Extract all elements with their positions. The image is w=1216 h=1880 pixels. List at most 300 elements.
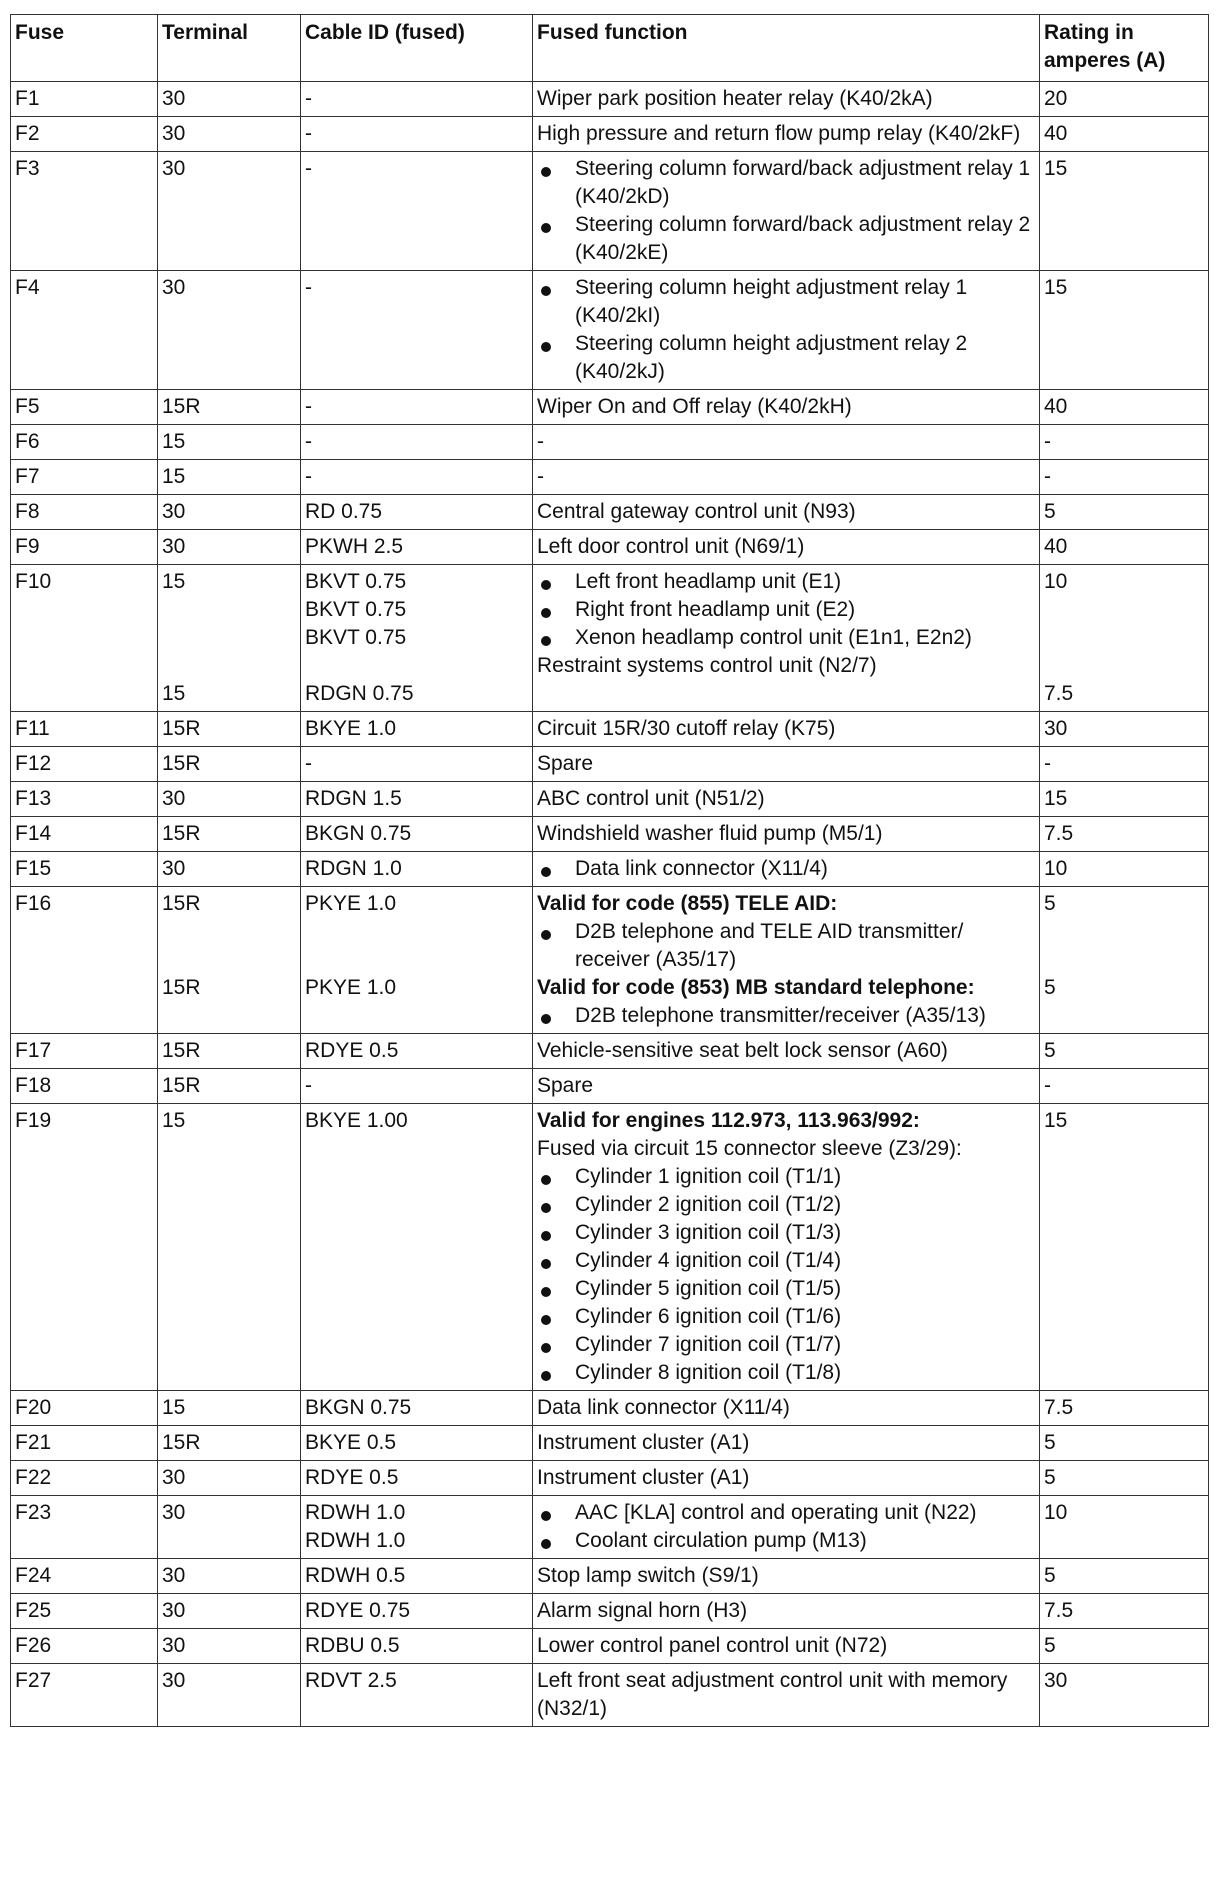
cable-value: PKYE 1.0	[305, 976, 397, 999]
cell-rating	[1040, 817, 1209, 852]
table-row	[11, 887, 1209, 1034]
terminal-value: 15R	[162, 717, 201, 740]
cell-fused-function	[533, 1594, 1040, 1629]
function-text: Central gateway control unit (N93)	[537, 500, 856, 523]
cell-terminal	[158, 1629, 301, 1664]
cell-terminal	[158, 152, 301, 271]
cable-value: -	[305, 465, 312, 488]
cell-terminal	[158, 1391, 301, 1426]
cell-cable-id	[301, 117, 533, 152]
function-bullet-item: Cylinder 7 ignition coil (T1/7)	[537, 1331, 1035, 1359]
cell-fused-function	[533, 1069, 1040, 1104]
terminal-value: 30	[162, 787, 186, 810]
rating-value: 5	[1044, 1431, 1056, 1454]
function-bullet-item: Cylinder 8 ignition coil (T1/8)	[537, 1359, 1035, 1387]
cell-rating	[1040, 1594, 1209, 1629]
cell-rating	[1040, 390, 1209, 425]
cell-rating	[1040, 1559, 1209, 1594]
cell-fused-function	[533, 747, 1040, 782]
cell-fuse	[11, 117, 158, 152]
function-bullet-item: Cylinder 4 ignition coil (T1/4)	[537, 1247, 1035, 1275]
cell-rating	[1040, 152, 1209, 271]
rating-value: 5	[1044, 1634, 1056, 1657]
rating-value: 7.5	[1044, 1396, 1074, 1419]
cable-value: -	[305, 157, 312, 180]
rating-value: 5	[1044, 892, 1056, 915]
fuse-id: F11	[15, 717, 50, 740]
table-row	[11, 1034, 1209, 1069]
cable-value: RDGN 1.0	[305, 857, 402, 880]
cell-fused-function	[533, 152, 1040, 271]
cell-terminal	[158, 1426, 301, 1461]
cell-fuse	[11, 1559, 158, 1594]
fuse-id: F25	[15, 1599, 52, 1622]
cell-fused-function	[533, 1426, 1040, 1461]
function-text: Vehicle-sensitive seat belt lock sensor (A60)	[537, 1039, 948, 1062]
function-text: -	[537, 465, 544, 488]
cell-fuse	[11, 1461, 158, 1496]
fuse-id: F21	[15, 1431, 52, 1454]
cable-value: RDBU 0.5	[305, 1634, 400, 1657]
terminal-value: 15R	[162, 1039, 201, 1062]
cell-cable-id	[301, 1496, 533, 1559]
cell-cable-id	[301, 887, 533, 1034]
cell-cable-id	[301, 712, 533, 747]
cell-cable-id	[301, 1559, 533, 1594]
cell-fuse	[11, 390, 158, 425]
fuse-id: F3	[15, 157, 40, 180]
header-rating: Rating in amperes (A)	[1040, 15, 1209, 82]
fuse-table	[10, 14, 1209, 1727]
function-heading: Valid for code (855) TELE AID:	[537, 892, 838, 915]
table-row	[11, 1391, 1209, 1426]
cell-fuse	[11, 817, 158, 852]
cell-terminal	[158, 1664, 301, 1727]
cell-cable-id	[301, 530, 533, 565]
cell-terminal	[158, 1559, 301, 1594]
function-text: Instrument cluster (A1)	[537, 1466, 750, 1489]
header-row	[11, 15, 1209, 82]
cable-value: PKWH 2.5	[305, 535, 404, 558]
function-text: Data link connector (X11/4)	[537, 1396, 790, 1419]
cell-cable-id	[301, 495, 533, 530]
function-text: Left front seat adjustment control unit with memory (N32/1)	[537, 1669, 1008, 1720]
cell-fused-function	[533, 1391, 1040, 1426]
fuse-id: F22	[15, 1466, 52, 1489]
cell-rating	[1040, 1496, 1209, 1559]
function-text: Wiper On and Off relay (K40/2kH)	[537, 395, 852, 418]
terminal-value: 15R	[162, 976, 201, 999]
function-text: ABC control unit (N51/2)	[537, 787, 765, 810]
cell-fuse	[11, 1034, 158, 1069]
cell-fused-function	[533, 425, 1040, 460]
rating-value: 30	[1044, 1669, 1068, 1692]
function-heading: Valid for engines 112.973, 113.963/992:	[537, 1109, 920, 1132]
cell-fuse	[11, 152, 158, 271]
cell-rating	[1040, 82, 1209, 117]
fuse-id: F2	[15, 122, 40, 145]
cell-terminal	[158, 530, 301, 565]
cell-fused-function	[533, 852, 1040, 887]
function-text: Spare	[537, 1074, 594, 1097]
function-bullet-item: Cylinder 3 ignition coil (T1/3)	[537, 1219, 1035, 1247]
header-fuse: Fuse	[11, 15, 158, 82]
table-row	[11, 1461, 1209, 1496]
table-row	[11, 82, 1209, 117]
terminal-value: 15R	[162, 1431, 201, 1454]
table-row	[11, 1069, 1209, 1104]
cell-fused-function	[533, 530, 1040, 565]
fuse-id: F7	[15, 465, 40, 488]
cell-rating	[1040, 852, 1209, 887]
cable-value: -	[305, 752, 312, 775]
cell-fused-function	[533, 1559, 1040, 1594]
cell-rating	[1040, 747, 1209, 782]
table-row	[11, 852, 1209, 887]
rating-value: 10	[1044, 570, 1068, 593]
rating-value: 7.5	[1044, 1599, 1074, 1622]
function-bullet-item: AAC [KLA] control and operating unit (N22)	[537, 1499, 1035, 1527]
function-bullet-item: Cylinder 2 ignition coil (T1/2)	[537, 1191, 1035, 1219]
table-row	[11, 782, 1209, 817]
terminal-value: 30	[162, 276, 186, 299]
function-text: Spare	[537, 752, 594, 775]
cell-rating	[1040, 1104, 1209, 1391]
terminal-value: 30	[162, 157, 186, 180]
table-row	[11, 1664, 1209, 1727]
function-bullet-item: Coolant circulation pump (M13)	[537, 1527, 1035, 1555]
fuse-id: F10	[15, 570, 52, 593]
cable-value: RD 0.75	[305, 500, 383, 523]
table-row	[11, 1629, 1209, 1664]
terminal-value: 15R	[162, 892, 201, 915]
cable-value: BKVT 0.75	[305, 626, 407, 649]
spacer	[162, 596, 296, 624]
cell-cable-id	[301, 82, 533, 117]
cell-rating	[1040, 425, 1209, 460]
rating-value: 5	[1044, 1466, 1056, 1489]
terminal-value: 15	[162, 430, 186, 453]
function-bullet-item: Steering column forward/back adjustment relay 2 (K40/2kE)	[537, 211, 1035, 267]
spacer	[1044, 918, 1204, 946]
fuse-id: F1	[15, 87, 40, 110]
function-text: Stop lamp switch (S9/1)	[537, 1564, 759, 1587]
function-text: Restraint systems control unit (N2/7)	[537, 654, 877, 677]
cell-cable-id	[301, 1594, 533, 1629]
cell-rating	[1040, 460, 1209, 495]
cable-value: -	[305, 87, 312, 110]
spacer	[1044, 596, 1204, 624]
terminal-value: 30	[162, 1669, 186, 1692]
spacer	[305, 652, 528, 680]
table-row	[11, 565, 1209, 712]
cell-fused-function	[533, 117, 1040, 152]
spacer	[1044, 652, 1204, 680]
cell-rating	[1040, 1426, 1209, 1461]
cell-rating	[1040, 1391, 1209, 1426]
terminal-value: 30	[162, 1634, 186, 1657]
cell-fuse	[11, 425, 158, 460]
function-bullet-item: Right front headlamp unit (E2)	[537, 596, 1035, 624]
rating-value: 5	[1044, 1039, 1056, 1062]
function-bullet-item: Xenon headlamp control unit (E1n1, E2n2)	[537, 624, 1035, 652]
spacer	[162, 918, 296, 946]
rating-value: 20	[1044, 87, 1068, 110]
cell-rating	[1040, 495, 1209, 530]
table-row	[11, 425, 1209, 460]
cell-terminal	[158, 887, 301, 1034]
fuse-id: F23	[15, 1501, 52, 1524]
spacer	[305, 946, 528, 974]
fuse-id: F26	[15, 1634, 52, 1657]
function-text: Windshield washer fluid pump (M5/1)	[537, 822, 883, 845]
cell-terminal	[158, 1594, 301, 1629]
terminal-value: 15	[162, 682, 186, 705]
rating-value: 7.5	[1044, 682, 1074, 705]
cable-value: RDWH 1.0	[305, 1529, 406, 1552]
cable-value: -	[305, 430, 312, 453]
cable-value: BKVT 0.75	[305, 598, 407, 621]
fuse-id: F16	[15, 892, 52, 915]
fuse-table-container	[10, 14, 1208, 1727]
function-text: Wiper park position heater relay (K40/2kA)	[537, 87, 933, 110]
rating-value: 40	[1044, 535, 1068, 558]
cell-rating	[1040, 887, 1209, 1034]
rating-value: 40	[1044, 122, 1068, 145]
terminal-value: 15R	[162, 395, 201, 418]
cable-value: BKGN 0.75	[305, 1396, 412, 1419]
fuse-id: F8	[15, 500, 40, 523]
cable-value: -	[305, 122, 312, 145]
cell-terminal	[158, 852, 301, 887]
cell-fuse	[11, 530, 158, 565]
spacer	[162, 652, 296, 680]
fuse-id: F5	[15, 395, 40, 418]
header-cable-id: Cable ID (fused)	[301, 15, 533, 82]
terminal-value: 30	[162, 1564, 186, 1587]
cell-terminal	[158, 390, 301, 425]
fuse-id: F6	[15, 430, 40, 453]
table-row	[11, 1496, 1209, 1559]
function-text: Lower control panel control unit (N72)	[537, 1634, 888, 1657]
spacer	[1044, 624, 1204, 652]
cell-fused-function	[533, 1461, 1040, 1496]
rating-value: 30	[1044, 717, 1068, 740]
table-row	[11, 495, 1209, 530]
cable-value: RDYE 0.5	[305, 1039, 399, 1062]
cell-cable-id	[301, 1391, 533, 1426]
terminal-value: 15	[162, 1109, 186, 1132]
rating-value: 40	[1044, 395, 1068, 418]
cell-fused-function	[533, 271, 1040, 390]
terminal-value: 15	[162, 570, 186, 593]
cell-rating	[1040, 1629, 1209, 1664]
function-text: Circuit 15R/30 cutoff relay (K75)	[537, 717, 836, 740]
fuse-id: F9	[15, 535, 40, 558]
cell-fuse	[11, 1391, 158, 1426]
cell-fuse	[11, 1104, 158, 1391]
table-row	[11, 1104, 1209, 1391]
cable-value: RDVT 2.5	[305, 1669, 397, 1692]
function-bullet-item: Left front headlamp unit (E1)	[537, 568, 1035, 596]
fuse-id: F24	[15, 1564, 52, 1587]
cable-value: RDGN 1.5	[305, 787, 402, 810]
function-text: Alarm signal horn (H3)	[537, 1599, 748, 1622]
cell-fuse	[11, 1629, 158, 1664]
table-row	[11, 1559, 1209, 1594]
table-row	[11, 152, 1209, 271]
spacer	[162, 946, 296, 974]
terminal-value: 15R	[162, 822, 201, 845]
terminal-value: 30	[162, 535, 186, 558]
cable-value: RDYE 0.5	[305, 1466, 399, 1489]
cell-fuse	[11, 495, 158, 530]
cell-rating	[1040, 712, 1209, 747]
cell-terminal	[158, 1034, 301, 1069]
rating-value: 15	[1044, 157, 1068, 180]
cell-fused-function	[533, 1629, 1040, 1664]
rating-value: 10	[1044, 1501, 1068, 1524]
cell-cable-id	[301, 460, 533, 495]
table-row	[11, 747, 1209, 782]
fuse-id: F13	[15, 787, 52, 810]
cable-value: BKVT 0.75	[305, 570, 407, 593]
cell-rating	[1040, 1461, 1209, 1496]
terminal-value: 15R	[162, 752, 201, 775]
fuse-id: F18	[15, 1074, 52, 1097]
function-heading: Valid for code (853) MB standard telephone:	[537, 976, 975, 999]
cell-terminal	[158, 495, 301, 530]
cell-fuse	[11, 1426, 158, 1461]
table-row	[11, 460, 1209, 495]
spacer	[1044, 946, 1204, 974]
rating-value: 15	[1044, 787, 1068, 810]
cell-fused-function	[533, 82, 1040, 117]
table-row	[11, 530, 1209, 565]
terminal-value: 15	[162, 465, 186, 488]
cell-fuse	[11, 565, 158, 712]
function-bullet-item: Cylinder 5 ignition coil (T1/5)	[537, 1275, 1035, 1303]
cell-fuse	[11, 887, 158, 1034]
cell-rating	[1040, 565, 1209, 712]
table-row	[11, 1426, 1209, 1461]
cell-cable-id	[301, 747, 533, 782]
function-text: Instrument cluster (A1)	[537, 1431, 750, 1454]
cell-terminal	[158, 747, 301, 782]
cable-value: RDGN 0.75	[305, 682, 414, 705]
table-row	[11, 1594, 1209, 1629]
cell-fuse	[11, 82, 158, 117]
rating-value: -	[1044, 752, 1051, 775]
rating-value: 10	[1044, 857, 1068, 880]
fuse-id: F15	[15, 857, 52, 880]
function-text: Left door control unit (N69/1)	[537, 535, 805, 558]
cable-value: PKYE 1.0	[305, 892, 397, 915]
table-row	[11, 117, 1209, 152]
cell-terminal	[158, 82, 301, 117]
table-row	[11, 271, 1209, 390]
cable-value: -	[305, 395, 312, 418]
cell-fused-function	[533, 390, 1040, 425]
rating-value: 5	[1044, 976, 1056, 999]
cell-fuse	[11, 460, 158, 495]
fuse-id: F27	[15, 1669, 52, 1692]
spacer	[162, 624, 296, 652]
terminal-value: 30	[162, 1599, 186, 1622]
fuse-id: F20	[15, 1396, 52, 1419]
cell-rating	[1040, 1034, 1209, 1069]
spacer	[305, 918, 528, 946]
cell-terminal	[158, 1496, 301, 1559]
cell-fused-function	[533, 1034, 1040, 1069]
function-bullet-item: Steering column height adjustment relay 2 (K40/2kJ)	[537, 330, 1035, 386]
cell-rating	[1040, 1664, 1209, 1727]
cell-fused-function	[533, 1104, 1040, 1391]
cell-cable-id	[301, 271, 533, 390]
cell-cable-id	[301, 390, 533, 425]
cell-cable-id	[301, 425, 533, 460]
table-row	[11, 712, 1209, 747]
terminal-value: 30	[162, 1466, 186, 1489]
rating-value: 15	[1044, 276, 1068, 299]
cell-cable-id	[301, 1664, 533, 1727]
terminal-value: 30	[162, 500, 186, 523]
table-row	[11, 390, 1209, 425]
fuse-id: F19	[15, 1109, 52, 1132]
cable-value: -	[305, 1074, 312, 1097]
cell-rating	[1040, 782, 1209, 817]
cable-value: -	[305, 276, 312, 299]
cell-cable-id	[301, 1104, 533, 1391]
fuse-id: F17	[15, 1039, 52, 1062]
cell-fuse	[11, 1069, 158, 1104]
cell-fused-function	[533, 712, 1040, 747]
cell-fused-function	[533, 1496, 1040, 1559]
function-text: High pressure and return flow pump relay (K40/2kF)	[537, 122, 1021, 145]
function-bullet-item: Cylinder 6 ignition coil (T1/6)	[537, 1303, 1035, 1331]
cell-fused-function	[533, 817, 1040, 852]
rating-value: -	[1044, 1074, 1051, 1097]
cell-fuse	[11, 782, 158, 817]
cell-terminal	[158, 460, 301, 495]
cell-cable-id	[301, 1629, 533, 1664]
cell-terminal	[158, 117, 301, 152]
function-bullet-item: Data link connector (X11/4)	[537, 855, 1035, 883]
function-bullet-item: Steering column height adjustment relay 1 (K40/2kI)	[537, 274, 1035, 330]
cell-cable-id	[301, 1034, 533, 1069]
cell-fused-function	[533, 565, 1040, 712]
terminal-value: 15R	[162, 1074, 201, 1097]
cell-cable-id	[301, 1069, 533, 1104]
cell-rating	[1040, 117, 1209, 152]
function-text: Fused via circuit 15 connector sleeve (Z3/29):	[537, 1137, 962, 1160]
rating-value: -	[1044, 465, 1051, 488]
function-bullet-item: D2B telephone and TELE AID transmitter/ receiver (A35/17)	[537, 918, 1035, 974]
cell-fuse	[11, 747, 158, 782]
cell-terminal	[158, 271, 301, 390]
cell-fuse	[11, 1496, 158, 1559]
function-bullet-item: Cylinder 1 ignition coil (T1/1)	[537, 1163, 1035, 1191]
cable-value: RDYE 0.75	[305, 1599, 411, 1622]
cable-value: BKGN 0.75	[305, 822, 412, 845]
rating-value: 5	[1044, 1564, 1056, 1587]
cell-terminal	[158, 1104, 301, 1391]
function-text: -	[537, 430, 544, 453]
header-terminal: Terminal	[158, 15, 301, 82]
cell-cable-id	[301, 152, 533, 271]
cell-terminal	[158, 1461, 301, 1496]
cell-fuse	[11, 712, 158, 747]
